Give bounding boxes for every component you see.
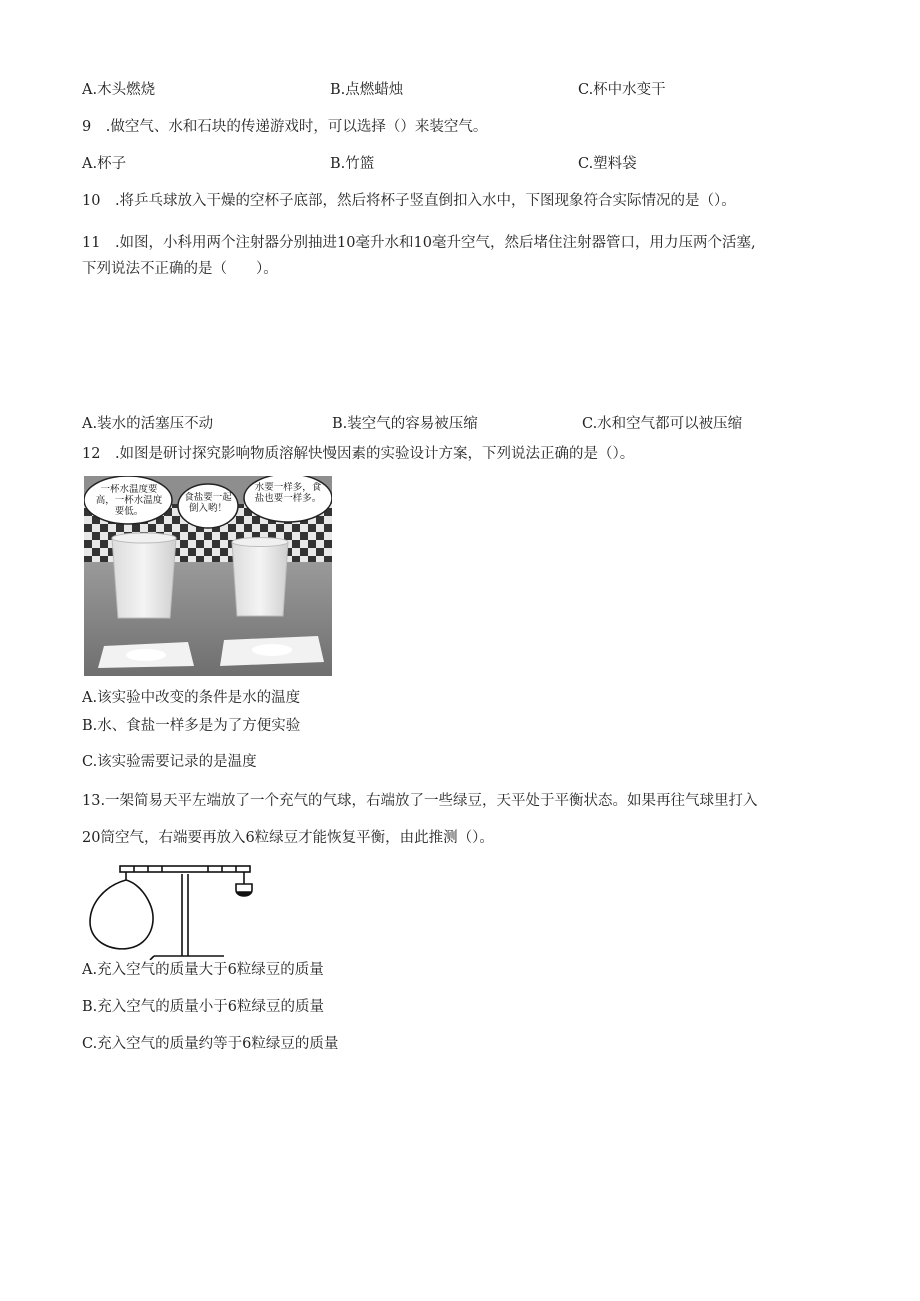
q9-option-a: A.杯子: [82, 156, 127, 172]
q10-text: 10 .将乒乓球放入干燥的空杯子底部，然后将杯子竖直倒扣入水中，下图现象符合实际情况的是（）。: [82, 193, 736, 209]
q11-text-line2: 下列说法不正确的是（ ）。: [82, 261, 278, 277]
q13-text-line2: 20筒空气，右端要再放入6粒绿豆才能恢复平衡，由此推测（）。: [82, 830, 494, 846]
q12-text: 12 .如图是研讨探究影响物质溶解快慢因素的实验设计方案，下列说法正确的是（）。: [82, 446, 635, 462]
q9-option-b: B.竹篮: [330, 156, 375, 172]
speech-bubble-3: 水要一样多，食盐也要一样多。: [254, 482, 322, 504]
q12-option-b: B.水、食盐一样多是为了方便实验: [82, 718, 301, 734]
q8-option-b: B.点燃蜡烛: [330, 82, 404, 98]
q11-option-b: B.装空气的容易被压缩: [332, 416, 478, 432]
q13-option-c: C.充入空气的质量约等于6粒绿豆的质量: [82, 1036, 339, 1052]
q9-option-c: C.塑料袋: [578, 156, 637, 172]
q9-text: 9 .做空气、水和石块的传递游戏时，可以选择（）来装空气。: [82, 119, 488, 135]
speech-bubble-2: 食盐要一起倒入哟！: [184, 492, 232, 514]
q12-option-c: C.该实验需要记录的是温度: [82, 754, 257, 770]
q13-option-a: A.充入空气的质量大于6粒绿豆的质量: [82, 962, 324, 978]
balance-diagram: [84, 860, 284, 964]
experiment-photo: [84, 476, 332, 676]
q12-option-a: A.该实验中改变的条件是水的温度: [82, 690, 301, 706]
speech-bubble-1: 一杯水温度要高，一杯水温度要低。: [95, 484, 163, 517]
q11-text-line1: 11 .如图，小科用两个注射器分别抽进10毫升水和10毫升空气，然后堵住注射器管口，用力压两个活塞,: [82, 235, 756, 251]
q11-option-a: A.装水的活塞压不动: [82, 416, 214, 432]
q8-option-c: C.杯中水变干: [578, 82, 666, 98]
q13-option-b: B.充入空气的质量小于6粒绿豆的质量: [82, 999, 324, 1015]
q11-option-c: C.水和空气都可以被压缩: [582, 416, 743, 432]
q13-text-line1: 13.一架简易天平左端放了一个充气的气球，右端放了一些绿豆，天平处于平衡状态。如果再往气球里打入: [82, 793, 758, 809]
q8-option-a: A.木头燃烧: [82, 82, 156, 98]
